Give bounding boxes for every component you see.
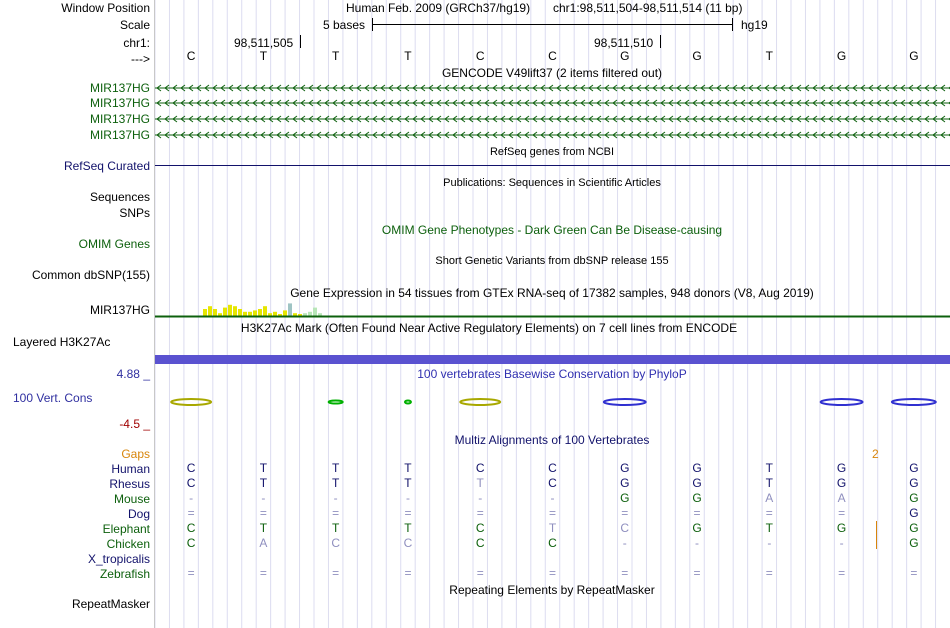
alignment-base: A: [765, 491, 774, 505]
alignment-base: T: [765, 476, 773, 490]
gtex-tissue-bar: [248, 312, 252, 316]
h3k27-label[interactable]: Layered H3K27Ac: [13, 335, 111, 349]
alignment-base: T: [332, 521, 340, 535]
alignment-base: C: [475, 536, 485, 550]
cons-logo-glyph: [604, 399, 646, 405]
scale-db: hg19: [741, 18, 768, 32]
alignment-base: C: [620, 521, 630, 535]
alignment-base: -: [767, 536, 772, 550]
alignment-base: C: [186, 476, 196, 490]
alignment-base: G: [620, 491, 630, 505]
gaps-value: 2: [872, 447, 879, 461]
alignment-base: T: [332, 461, 340, 475]
position-text: chr1:98,511,504-98,511,514 (11 bp): [553, 1, 743, 15]
gtex-tissue-bar: [308, 312, 312, 316]
base-letter: C: [548, 49, 557, 63]
alignment-base: A: [259, 536, 268, 550]
alignment-base: -: [478, 491, 483, 505]
alignment-base: =: [476, 566, 484, 580]
alignment-base: =: [404, 506, 412, 520]
alignment-base: G: [692, 461, 702, 475]
alignment-base: =: [838, 506, 846, 520]
gencode-gene-models[interactable]: [155, 81, 950, 141]
alignment-base: C: [186, 461, 196, 475]
alignment-base: G: [692, 476, 702, 490]
gtex-tissue-bar: [233, 306, 237, 316]
alignment-base: -: [261, 491, 266, 505]
alignment-base: T: [259, 521, 268, 535]
species-label: Mouse: [113, 492, 150, 506]
base-letter: T: [765, 49, 773, 63]
gencode-item-label[interactable]: MIR137HG: [89, 128, 150, 142]
scale-bar: [372, 24, 732, 25]
alignment-base: G: [909, 536, 919, 550]
strand-label: --->: [131, 52, 150, 66]
alignment-base: G: [909, 491, 919, 505]
alignment-base: =: [693, 506, 701, 520]
species-label: Elephant: [102, 522, 150, 536]
alignment-base: G: [620, 461, 630, 475]
alignment-base: =: [332, 506, 340, 520]
gtex-expression-bars[interactable]: [155, 300, 950, 318]
alignment-base: -: [550, 491, 555, 505]
alignment-base: A: [837, 491, 846, 505]
alignment-base: C: [403, 536, 413, 550]
base-letter: C: [186, 49, 196, 63]
gtex-tissue-bar: [203, 309, 207, 316]
alignment-base: =: [404, 566, 412, 580]
cons-max-label: 4.88 _: [116, 367, 150, 381]
gtex-tissue-bar: [213, 309, 217, 316]
base-letter: C: [475, 49, 485, 63]
dbsnp-title[interactable]: Short Genetic Variants from dbSNP release 155: [435, 255, 669, 267]
scale-bar-left-tick: [372, 18, 373, 31]
alignment-base: C: [548, 536, 557, 550]
alignment-base: C: [186, 521, 196, 535]
chrom-label: chr1:: [123, 36, 150, 50]
alignment-base: G: [692, 491, 702, 505]
cons-logo-glyph: [821, 399, 863, 405]
coord-2: 98,511,510: [594, 36, 654, 50]
alignment-base: =: [621, 566, 629, 580]
base-letter: T: [332, 49, 340, 63]
alignment-base: =: [548, 506, 557, 520]
gtex-tissue-bar: [253, 310, 257, 316]
refseq-label[interactable]: RefSeq Curated: [63, 159, 150, 173]
species-label: Zebrafish: [99, 567, 150, 581]
species-label: Chicken: [106, 537, 150, 551]
gtex-tissue-bar: [208, 306, 212, 316]
sequences-label[interactable]: Sequences: [89, 190, 150, 204]
alignment-base: T: [259, 476, 268, 490]
alignment-base: -: [405, 491, 410, 505]
alignment-base: =: [548, 566, 557, 580]
alignment-base: -: [189, 491, 194, 505]
alignment-base: T: [404, 461, 412, 475]
cons-logo-glyph: [892, 399, 936, 405]
base-letter: G: [692, 49, 702, 63]
alignment-base: =: [476, 506, 484, 520]
repeatmasker-title[interactable]: Repeating Elements by RepeatMasker: [449, 583, 655, 597]
gtex-tissue-bar: [288, 303, 292, 316]
species-label: Rhesus: [109, 477, 150, 491]
cons-logo-glyph: [171, 399, 211, 405]
alignment-base: T: [404, 476, 412, 490]
coord-1: 98,511,505: [234, 36, 294, 50]
base-letter: T: [259, 49, 268, 63]
coord-2-tick: [660, 35, 661, 48]
assembly-text: Human Feb. 2009 (GRCh37/hg19): [346, 1, 531, 15]
omim-label[interactable]: OMIM Genes: [78, 237, 150, 251]
insertion-marker: [876, 521, 877, 549]
base-letter: T: [404, 49, 412, 63]
gtex-tissue-bar: [263, 306, 267, 316]
species-label: Human: [111, 462, 150, 476]
base-letter: G: [909, 49, 919, 63]
alignment-base: T: [765, 461, 773, 475]
refseq-title[interactable]: RefSeq genes from NCBI: [489, 146, 615, 158]
gtex-tissue-bar: [238, 309, 242, 316]
alignment-base: =: [259, 506, 267, 520]
gtex-tissue-bar: [283, 310, 287, 316]
cons-min-label: -4.5 _: [119, 417, 150, 431]
scale-bar-right-tick: [732, 18, 733, 31]
alignment-base: -: [622, 536, 627, 550]
gtex-tissue-bar: [258, 309, 262, 316]
publications-title[interactable]: Publications: Sequences in Scientific Articles: [443, 177, 661, 189]
window-position-label: Window Position: [61, 1, 150, 15]
alignment-base: G: [909, 521, 919, 535]
gtex-tissue-bar: [273, 312, 277, 316]
coord-1-tick: [300, 35, 301, 48]
alignment-base: G: [836, 476, 847, 490]
alignment-base: =: [693, 566, 701, 580]
gencode-item-label[interactable]: MIR137HG: [89, 81, 150, 95]
gtex-gene-label[interactable]: MIR137HG: [89, 303, 150, 317]
alignment-base: T: [404, 521, 412, 535]
alignment-base: =: [838, 566, 846, 580]
alignment-base: G: [836, 461, 847, 475]
base-letter: G: [836, 49, 847, 63]
repeatmasker-label[interactable]: RepeatMasker: [71, 597, 150, 611]
track-label-column: [0, 0, 154, 628]
gtex-tissue-bar: [223, 308, 227, 316]
alignment-base: T: [548, 521, 557, 535]
alignment-base: T: [476, 476, 484, 490]
alignment-base: C: [475, 461, 485, 475]
gtex-tissue-bar: [313, 308, 317, 316]
alignment-base: C: [548, 461, 557, 475]
cons-logo-glyph: [405, 401, 411, 404]
alignment-base: =: [765, 566, 773, 580]
cons-title[interactable]: 100 vertebrates Basewise Conservation by PhyloP: [417, 367, 687, 381]
cons-label[interactable]: 100 Vert. Cons: [13, 391, 93, 405]
gtex-title[interactable]: Gene Expression in 54 tissues from GTEx RNA-seq of 17382 samples, 948 donors (V8, Aug 2019): [290, 286, 814, 300]
browser-data-panel[interactable]: [155, 0, 950, 628]
omim-title[interactable]: OMIM Gene Phenotypes - Dark Green Can Be Disease-causing: [381, 223, 723, 237]
alignment-base: T: [332, 476, 340, 490]
gencode-title[interactable]: GENCODE V49lift37 (2 items filtered out): [441, 66, 663, 80]
h3k27-signal-band[interactable]: [155, 355, 950, 364]
refseq-gene-line[interactable]: [155, 165, 950, 166]
cons-logo-glyph: [329, 401, 343, 404]
alignment-base: -: [839, 536, 844, 550]
cons-logo-glyph: [460, 399, 500, 405]
gtex-tissue-bar: [228, 305, 232, 316]
alignment-base: =: [910, 566, 918, 580]
alignment-base: T: [259, 461, 268, 475]
alignment-base: G: [692, 521, 702, 535]
alignment-base: C: [475, 521, 485, 535]
alignment-base: =: [765, 506, 773, 520]
alignment-base: =: [332, 566, 340, 580]
alignment-base: C: [331, 536, 341, 550]
alignment-base: -: [695, 536, 700, 550]
snps-label[interactable]: SNPs: [119, 206, 150, 220]
alignment-base: G: [909, 461, 919, 475]
alignment-base: G: [620, 476, 630, 490]
alignment-base: G: [836, 521, 847, 535]
alignment-base: =: [187, 566, 195, 580]
alignment-base: G: [909, 476, 919, 490]
multiz-title[interactable]: Multiz Alignments of 100 Vertebrates: [454, 433, 650, 447]
species-label: X_tropicalis: [87, 552, 150, 566]
gtex-tissue-bar: [243, 312, 247, 316]
alignment-base: C: [186, 536, 196, 550]
gaps-label: Gaps: [121, 447, 150, 461]
gencode-item-label[interactable]: MIR137HG: [89, 96, 150, 110]
alignment-base: T: [765, 521, 773, 535]
base-letter: G: [620, 49, 630, 63]
alignment-base: =: [187, 506, 195, 520]
alignment-base: =: [621, 506, 629, 520]
alignment-base: -: [333, 491, 338, 505]
alignment-base: G: [909, 506, 919, 520]
dbsnp-label[interactable]: Common dbSNP(155): [31, 268, 150, 282]
alignment-base: C: [548, 476, 557, 490]
h3k27-title[interactable]: H3K27Ac Mark (Often Found Near Active Regulatory Elements) on 7 cell lines from ENCODE: [240, 321, 738, 335]
cons-sequence-logo[interactable]: [155, 394, 950, 410]
species-label: Dog: [127, 507, 150, 521]
gencode-item-label[interactable]: MIR137HG: [89, 112, 150, 126]
scale-text: 5 bases: [323, 18, 366, 32]
scale-label: Scale: [119, 18, 150, 32]
alignment-base: =: [259, 566, 267, 580]
